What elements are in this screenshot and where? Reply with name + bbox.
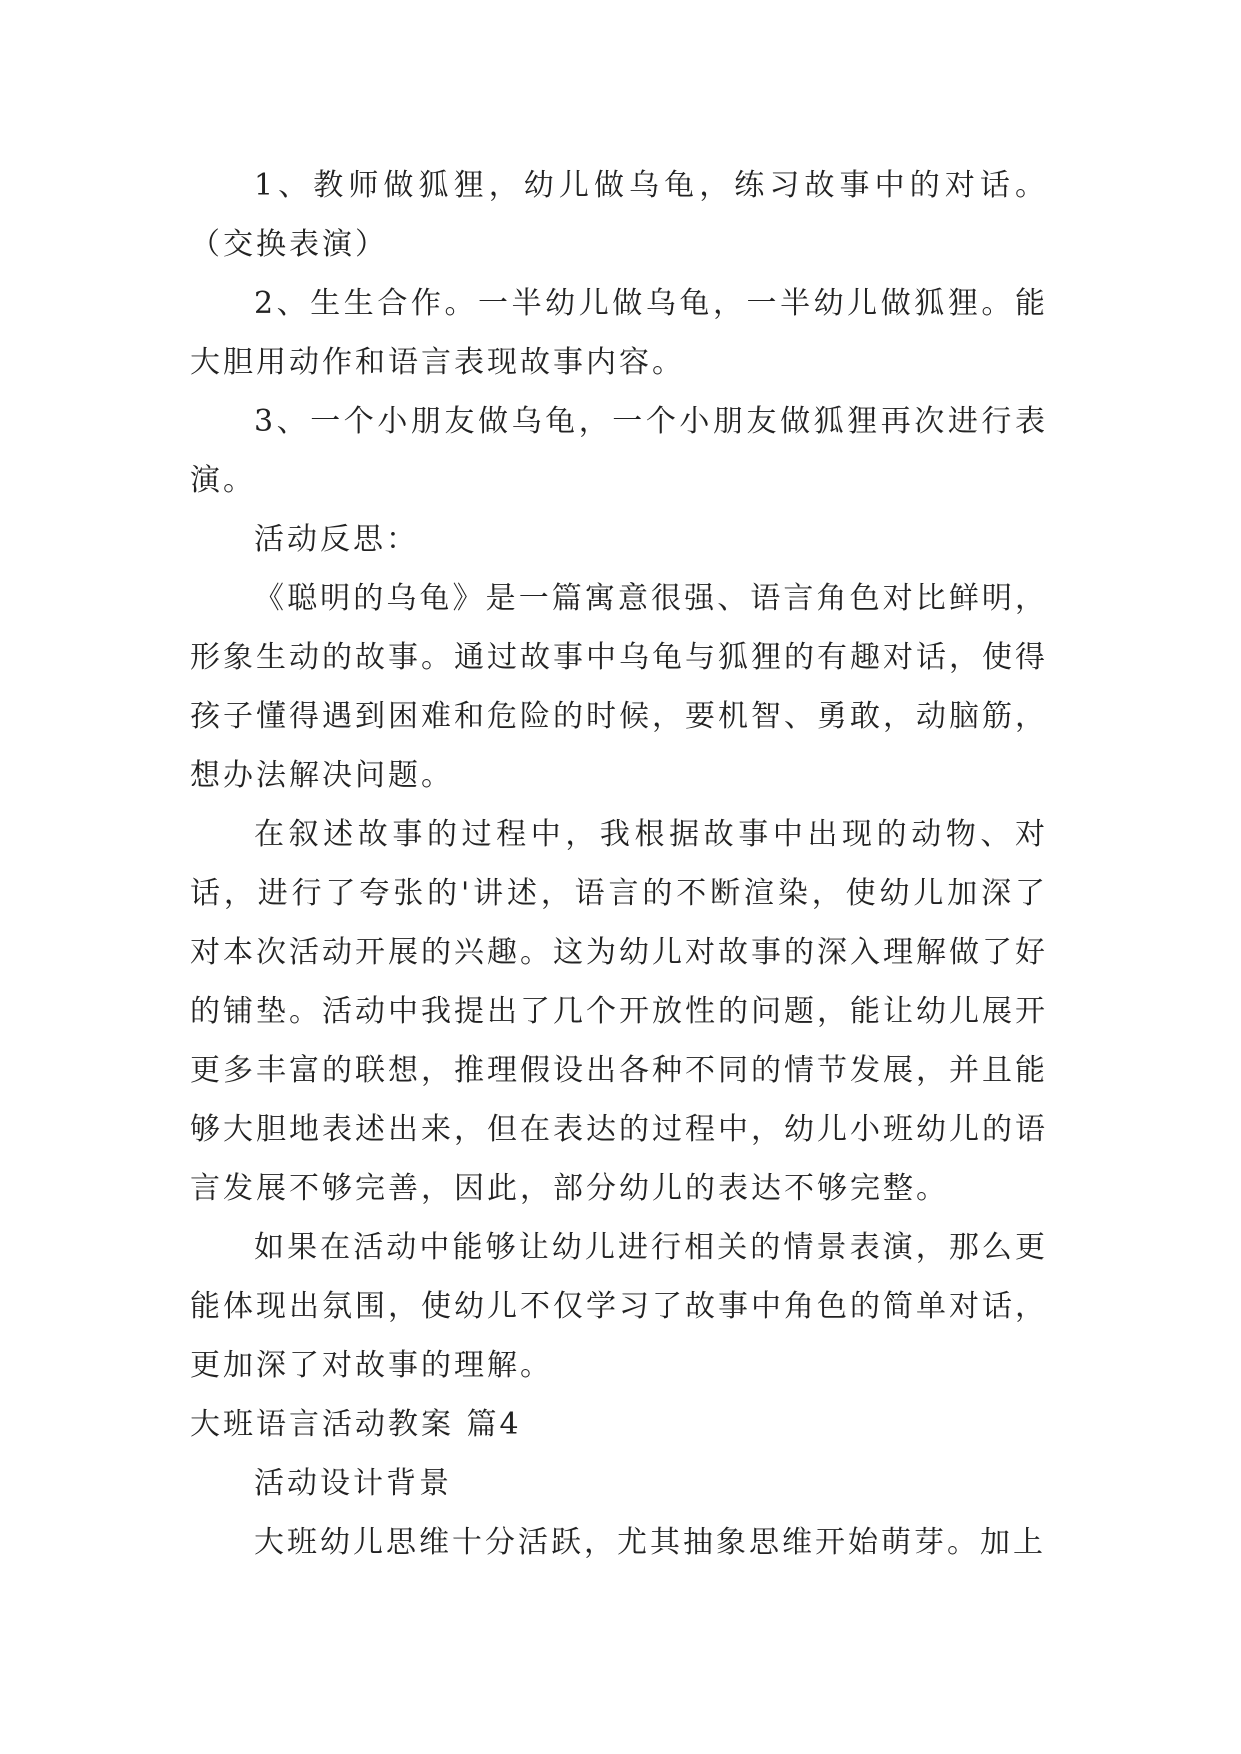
paragraph-activity-step-1: 1、教师做狐狸，幼儿做乌龟，练习故事中的对话。（交换表演） bbox=[190, 168, 1048, 262]
paragraph-design-background-title: 活动设计背景 bbox=[254, 1466, 452, 1501]
section-heading: 大班语言活动教案 篇4 bbox=[190, 1407, 522, 1442]
paragraph-activity-step-2: 2、生生合作。一半幼儿做乌龟，一半幼儿做狐狸。能大胆用动作和语言表现故事内容。 bbox=[190, 286, 1048, 380]
paragraph-reflection-2: 在叙述故事的过程中，我根据故事中出现的动物、对话，进行了夸张的'讲述，语言的不断渲染，使幼儿加深了对本次活动开展的兴趣。这为幼儿对故事的深入理解做了好的铺垫。活动中我提出了几个开放性的问题，能让幼儿展开更多丰富的联想，推理假设出各种不同的情节发展，并且能够大胆地表述出来，但在表达的过程中，幼儿小班幼儿的语言发展不够完善，因此，部分幼儿的表达不够完整。 bbox=[190, 817, 1048, 1206]
paragraph-design-background-text: 大班幼儿思维十分活跃，尤其抽象思维开始萌芽。加上 bbox=[254, 1525, 1046, 1560]
paragraph-reflection-1: 《聪明的乌龟》是一篇寓意很强、语言角色对比鲜明，形象生动的故事。通过故事中乌龟与狐狸的有趣对话，使得孩子懂得遇到困难和危险的时候，要机智、勇敢，动脑筋，想办法解决问题。 bbox=[190, 581, 1048, 793]
paragraph-reflection-3: 如果在活动中能够让幼儿进行相关的情景表演，那么更能体现出氛围，使幼儿不仅学习了故事中角色的简单对话，更加深了对故事的理解。 bbox=[190, 1230, 1048, 1383]
paragraph-activity-step-3: 3、一个小朋友做乌龟，一个小朋友做狐狸再次进行表演。 bbox=[190, 404, 1048, 498]
paragraph-reflection-title: 活动反思： bbox=[254, 522, 419, 557]
document-body bbox=[190, 156, 1048, 1572]
